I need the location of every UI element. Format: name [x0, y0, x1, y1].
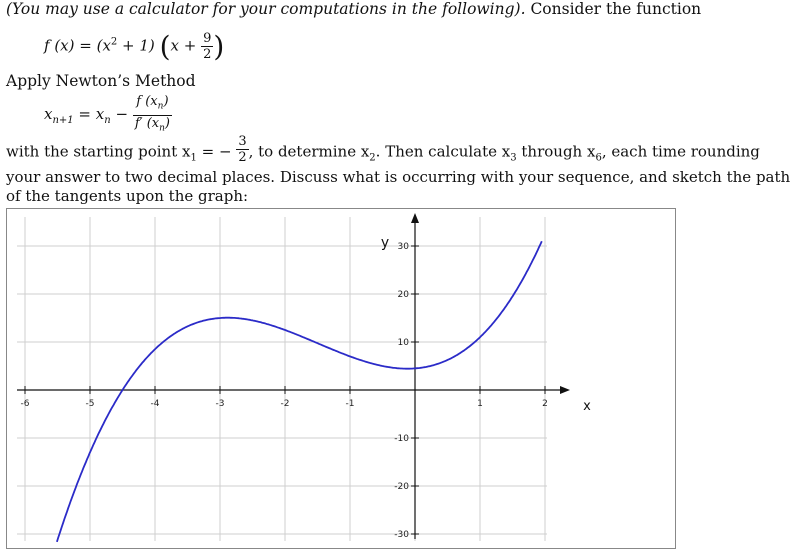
- x-tick-label: 2: [542, 399, 548, 409]
- function-graph: [7, 209, 675, 548]
- x-tick-label: -6: [20, 399, 30, 409]
- y-tick-label: 20: [397, 290, 409, 300]
- function-curve: [57, 241, 542, 542]
- instructions-line-3: of the tangents upon the graph:: [6, 186, 249, 205]
- x-tick-label: -4: [150, 399, 160, 409]
- x-tick-label: -1: [345, 399, 355, 409]
- x-tick-label: 1: [477, 399, 483, 409]
- function-equation: f $(x) = (x^2 + 1) (x$ + $\frac{9}{2}$ ): [44, 30, 225, 63]
- graph-panel: [6, 208, 676, 549]
- newton-formula: $x_{n+1} = x_n$ − $\frac{f (x_n)}{f' (x_n)}$: [44, 94, 172, 136]
- y-axis-arrow: [411, 213, 419, 223]
- instructions-line-1: with the starting point $x_1$ = − $\frac{3}{2}$ , to determine $x_2$. Then calculate $x_3$ through $x_6$, each time rounding: [6, 134, 760, 165]
- y-tick-label: -20: [394, 482, 409, 492]
- y-tick-label: 30: [397, 242, 409, 252]
- y-axis-label: y: [380, 235, 390, 251]
- y-tick-label: 10: [397, 338, 409, 348]
- newton-fraction: $\frac{f (x_n)}{f' (x_n)}$: [134, 94, 170, 134]
- x-tick-label: -3: [215, 399, 225, 409]
- three-halves: $\frac{3}{2}$: [238, 134, 247, 165]
- y-tick-label: -10: [394, 434, 409, 444]
- apply-text: Apply Newton’s Method: [6, 72, 196, 90]
- x-tick-label: -5: [85, 399, 95, 409]
- y-tick-label: -30: [394, 530, 409, 540]
- nine-halves: $\frac{9}{2}$: [203, 31, 212, 62]
- intro-line: [6, 0, 701, 18]
- x-axis-label: x: [583, 399, 591, 414]
- intro-rest: Consider the function: [525, 0, 702, 18]
- instructions-paragraph: [6, 134, 790, 206]
- x-tick-label: -2: [280, 399, 290, 409]
- x-axis-arrow: [560, 386, 570, 394]
- instructions-line-2: your answer to two decimal places. Discuss what is occurring with your sequence, and sketch the path: [6, 167, 790, 186]
- intro-italic: (You may use a calculator for your computations in the following).: [6, 0, 526, 18]
